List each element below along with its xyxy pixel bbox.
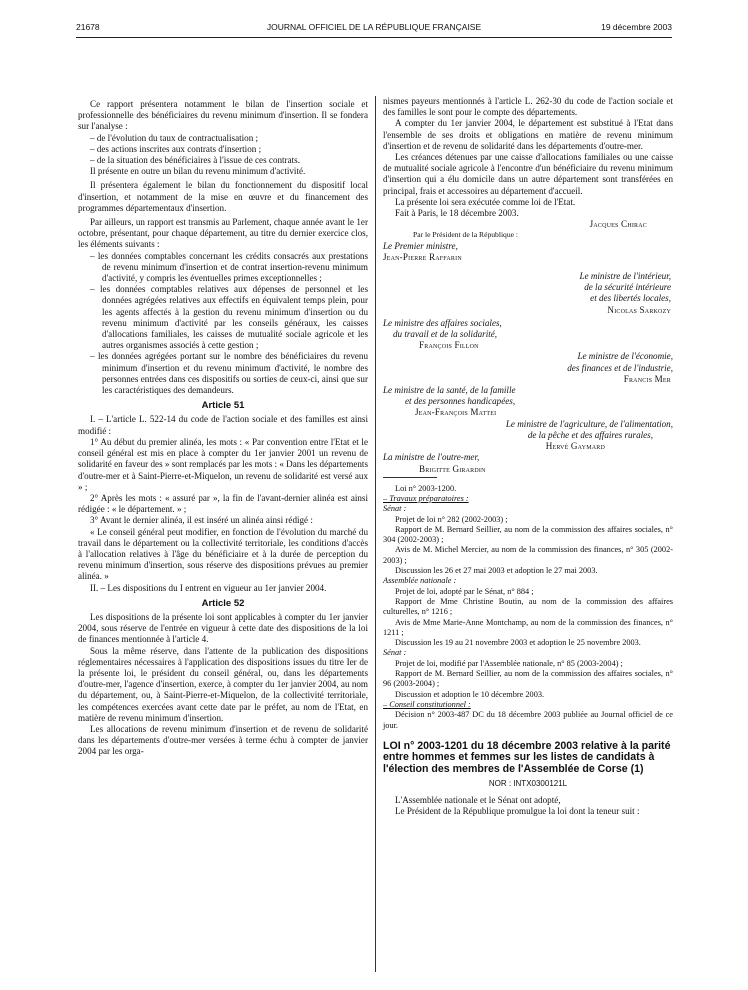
section-label: Sénat : (383, 504, 407, 514)
list-item: Avis de M. Michel Mercier, au nom de la commission des finances, n° 305 (2002-2003) ; (383, 545, 673, 565)
paragraph: 1° Au début du premier alinéa, les mots : « Par convention entre l'Etat et le conseil général est mis en place à compter du 1er janvier 2001 un revenu de solidarité en faveur des » sont remplacés par les mots : « Dans les départements d'outre-mer et à Saint-Pierre-et-Miquelon, un revenu de solidarité est versé aux » ; (78, 436, 368, 492)
minister-block (383, 419, 673, 453)
paragraph: L'Assemblée nationale et le Sénat ont adopté, (395, 794, 561, 805)
list-item: – de la situation des bénéficiaires à l'issue de ces contrats. (90, 155, 300, 166)
issue-date: 19 décembre 2003 (601, 22, 672, 32)
right-column (383, 96, 673, 817)
minister-title: Le ministre des affaires sociales, (383, 317, 502, 328)
quoted-paragraph: « Le conseil général peut modifier, en fonction de l'évolution du marché du travail dans le département ou la collectivité territoriale, les conditions d'accès à l'allocation relatives à l'âge du bénéficiaire et à la durée de perception du revenu minimum d'insertion, sous réserve des dispositions prévues au premier alinéa. » (78, 526, 368, 582)
minister-title: Le ministre de la santé, de la famille (383, 385, 516, 396)
minister-title: Le ministre de l'intérieur, (579, 271, 671, 282)
law-number: Loi n° 2003-1200. (395, 483, 457, 493)
left-column (78, 99, 368, 758)
list-item: – des actions inscrites aux contrats d'insertion ; (90, 143, 262, 154)
minister-block (383, 452, 673, 474)
list-item: Projet de loi n° 282 (2002-2003) ; (395, 514, 508, 524)
section-label: Sénat : (383, 648, 407, 658)
signatory-name: Hervé Gaymard (545, 441, 605, 452)
list-item: – les données agrégées portant sur le nombre des bénéficiaires du revenu minimum d'insertion et du revenu minimum d'activité, le nombre des personnes entrées dans ces dispositifs ou sorties de ceux-ci, ainsi que sur les caractéristiques des demandeurs. (90, 351, 368, 396)
list-item: Rapport de M. Bernard Seillier, au nom de la commission des affaires sociales, n° 304 (2002-2003) ; (383, 524, 673, 545)
signatory-name: François Fillon (419, 340, 479, 351)
header-rule (76, 37, 672, 38)
paragraph: Le Président de la République promulgue la loi dont la teneur suit : (395, 806, 640, 817)
section-label: – Travaux préparatoires : (383, 494, 469, 503)
paragraph: A compter du 1er janvier 2004, le département est substitué à l'Etat dans l'ensemble de ses droits et obligations en matière de revenu minimum d'insertion et de revenu de solidarité dans les départements d'outre-mer. (383, 118, 673, 151)
minister-title: Le ministre de l'économie, (577, 351, 673, 362)
paragraph: II. – Les dispositions du I entrent en vigueur au 1er janvier 2004. (90, 582, 327, 593)
minister-title: de la sécurité intérieure (584, 282, 671, 293)
minister-title: du travail et de la solidarité, (393, 329, 498, 340)
paragraph: Ce rapport présentera notamment le bilan de l'insertion sociale et professionnelle des bénéficiaires du revenu minimum d'insertion. Il se fondera sur l'analyse : (78, 99, 368, 132)
paragraph: Il présente en outre un bilan du revenu minimum d'activité. (90, 166, 306, 177)
signatory-name: Nicolas Sarkozy (607, 304, 671, 315)
paragraph: Par ailleurs, un rapport est transmis au Parlement, chaque année avant le 1er octobre, présentant, pour chaque département, au titre du dernier exercice clos, les éléments suivants : (78, 217, 368, 250)
signatory-name: Jean-François Mattei (415, 407, 497, 418)
paragraph: I. – L'article L. 522-14 du code de l'action sociale et des familles est ainsi modifié : (78, 414, 368, 436)
list-item: Rapport de Mme Christine Boutin, au nom de la commission des affaires culturelles, n° 1216 ; (383, 596, 673, 617)
paragraph: 3° Avant le dernier alinéa, il est inséré un alinéa ainsi rédigé : (90, 515, 313, 526)
list-item: – de l'évolution du taux de contractualisation ; (90, 132, 259, 143)
list-item: Rapport de M. Bernard Seillier, au nom de la commission des affaires sociales, n° 96 (2003-2004) ; (383, 669, 673, 689)
list-item: – les données comptables concernant les crédits consacrés aux prestations de revenu minimum d'insertion et de contrat insertion-revenu minimum d'activité, y compris les éventuelles primes exceptionnelles ; (90, 250, 368, 284)
paragraph: Fait à Paris, le 18 décembre 2003. (395, 208, 519, 219)
list-item: – les données comptables relatives aux dépenses de personnel et les données agrégées relatives aux effectifs en équivalent temps plein, pour les agents affectés à la gestion du revenu minimum d'insertion ou du revenu minimum d'activité par les conseils généraux, les caisses d'allocations familiales, les caisses de mutualité sociale agricole et les autres organismes associés à cette gestion ; (90, 284, 368, 351)
column-divider (375, 96, 376, 972)
list-item: Discussion les 26 et 27 mai 2003 et adoption le 27 mai 2003. (395, 566, 598, 576)
article-heading: Article 52 (201, 597, 245, 609)
page-number: 21678 (76, 22, 100, 32)
paragraph: La présente loi sera exécutée comme loi de l'Etat. (395, 196, 576, 207)
paragraph: Les allocations de revenu minimum d'insertion et de revenu de solidarité dans les départements d'outre-mer versées à terme échu à compter de janvier 2004 par les orga- (78, 723, 368, 757)
paragraph: Les dispositions de la présente loi sont applicables à compter du 1er janvier 2004, sous réserve de l'entrée en vigueur à cette date des dispositions de la loi de finances mentionnée à l'article 4. (78, 611, 368, 645)
signature-line: Par le Président de la République : (413, 230, 519, 240)
section-label: – Conseil constitutionnel : (383, 699, 471, 709)
minister-title: et des libertés locales, (590, 293, 671, 304)
list-item: Décision n° 2003-487 DC du 18 décembre 2003 publiée au Journal officiel de ce jour. (383, 710, 673, 730)
minister-title: Le ministre de l'agriculture, de l'alimentation, (505, 418, 673, 429)
minister-title: La ministre de l'outre-mer, (383, 452, 480, 463)
paragraph: nismes payeurs mentionnés à l'article L. 262-30 du code de l'action sociale et des familles le sont pour le compte des départements. (383, 96, 673, 118)
minister-title: des finances et de l'industrie, (567, 362, 673, 373)
minister-block (383, 351, 673, 385)
minister-title: de la pêche et des affaires rurales, (527, 429, 653, 440)
paragraph: Il présentera également le bilan du fonctionnement du dispositif local d'insertion, et notamment de la mise en œuvre et du financement des programmes départementaux d'insertion. (78, 180, 368, 213)
minister-block (383, 271, 673, 316)
separator (383, 477, 437, 478)
signatory-name: Francis Mer (623, 373, 671, 384)
page-header (76, 20, 672, 36)
law-title: LOI n° 2003-1201 du 18 décembre 2003 relative à la parité entre hommes et femmes sur les listes de candidats à l'élection des membres de l'Assemblée de Corse (1) (383, 739, 671, 776)
paragraph: Sous la même réserve, dans l'attente de la publication des dispositions réglementaires nécessaires à l'application des dispositions issues du titre Ier de la présente loi, le président du conseil général, ou, dans les départements d'outre-mer, l'agence d'insertion, exerce, à compter du 1er janvier 2004, au nom du département, ou, à Saint-Pierre-et-Miquelon, de la collectivité territoriale, les compétences exercées avant cette date par le préfet, au nom de l'Etat, en matière de revenu minimum d'insertion. (78, 645, 368, 723)
minister-block (383, 385, 673, 419)
signatory-name: Jacques Chirac (589, 219, 647, 230)
preparatory-works (383, 484, 673, 731)
list-item: Discussion et adoption le 10 décembre 2003. (395, 689, 545, 699)
section-label: Assemblée nationale : (383, 576, 457, 586)
signatory-name: Brigitte Girardin (419, 463, 486, 474)
list-item: Projet de loi, adopté par le Sénat, n° 884 ; (395, 586, 534, 596)
nor-reference: NOR : INTX0300121L (488, 778, 568, 788)
article-heading: Article 51 (201, 400, 245, 412)
list-item: Avis de Mme Marie-Anne Montchamp, au nom de la commission des finances, n° 1211 ; (383, 617, 673, 637)
minister-title: et des personnes handicapées, (405, 396, 516, 407)
paragraph: Les créances détenues par une caisse d'allocations familiales ou une caisse de mutualité sociale agricole à l'encontre d'un bénéficiaire du revenu minimum d'insertion qui a élu domicile dans un autre département sont transférées en principal, frais et accessoires au département d'accueil. (383, 152, 673, 196)
journal-title: JOURNAL OFFICIEL DE LA RÉPUBLIQUE FRANÇAISE (266, 22, 482, 32)
minister-title: Le Premier ministre, (383, 240, 458, 251)
list-item: Discussion les 19 au 21 novembre 2003 et adoption le 25 novembre 2003. (395, 638, 641, 648)
list-item: Projet de loi, modifié par l'Assemblée nationale, n° 85 (2003-2004) ; (395, 658, 623, 668)
paragraph: 2° Après les mots : « assuré par », la fin de l'avant-dernier alinéa est ainsi rédigée : « le département. » ; (78, 492, 368, 515)
signatory-name: Jean-Pierre Raffarin (383, 251, 462, 262)
minister-block (383, 318, 673, 352)
